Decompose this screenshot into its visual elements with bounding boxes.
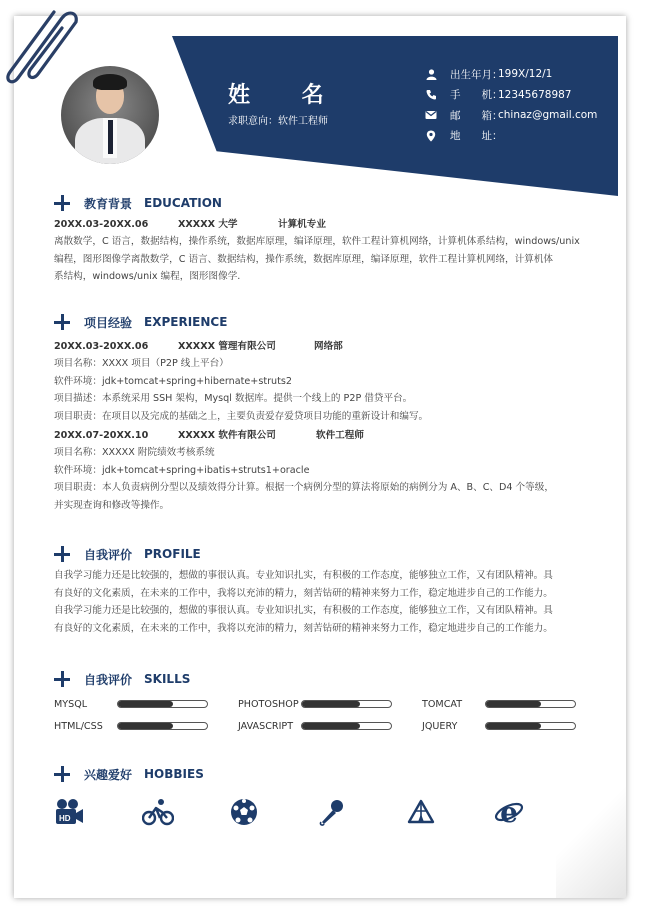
course-line: 系结构，windows/unix 编程，图形图像学. bbox=[54, 271, 241, 282]
plus-icon bbox=[54, 766, 70, 782]
course-line: 离散数学，C 语言，数据结构，操作系统，数据库原理，编译原理，软件工程计算机网络，计算机体系结构，windows/unix bbox=[54, 236, 580, 247]
intent-value: 软件工程师 bbox=[278, 116, 328, 127]
football-icon bbox=[230, 798, 258, 826]
profile-line: 有良好的文化素质，在未来的工作中，我将以充沛的精力，刻苦钻研的精神来努力工作，稳定地进步自己的工作能力。 bbox=[54, 587, 553, 599]
video-camera-icon bbox=[54, 798, 84, 826]
intent-label: 求职意向： bbox=[228, 116, 278, 127]
skill-bar bbox=[301, 700, 392, 708]
svg-text:e: e bbox=[500, 798, 518, 826]
mail-icon bbox=[424, 108, 438, 122]
education-row: 20XX.03-20XX.06 XXXXX 大学 计算机专业 bbox=[54, 219, 326, 230]
job-row: 20XX.03-20XX.06 XXXXX 管理有限公司 网络部 bbox=[54, 341, 343, 352]
person-icon bbox=[424, 67, 438, 81]
profile-line: 有良好的文化素质，在未来的工作中，我将以充沛的精力，刻苦钻研的精神来努力工作，稳定地进步自己的工作能力。 bbox=[54, 622, 553, 634]
skill-item: MYSQL bbox=[54, 696, 238, 712]
profile-line: 自我学习能力还是比较强的，想做的事很认真。专业知识扎实，有积极的工作态度，能够独立工作，又有团队精神。具 bbox=[54, 605, 553, 616]
plus-icon bbox=[54, 195, 70, 211]
skill-bar bbox=[117, 722, 208, 730]
course-line: 编程，图形图像学离散数学，C 语言、数据结构，操作系统，数据库原理，编译原理，软件工程计算机网络，计算机体 bbox=[54, 253, 554, 265]
skill-item: JQUERY bbox=[422, 718, 582, 734]
skill-bar bbox=[485, 722, 576, 730]
plus-icon bbox=[54, 314, 70, 330]
contact-address: 地 址： bbox=[424, 126, 597, 147]
skill-item: TOMCAT bbox=[422, 696, 582, 712]
skill-item: HTML/CSS bbox=[54, 718, 238, 734]
job-line: 项目职责：在项目以及完成的基础之上，主要负责爱存爱贷项目功能的重新设计和编写。 bbox=[54, 410, 429, 422]
skill-bar bbox=[485, 700, 576, 708]
section-header: 兴趣爱好 HOBBIES bbox=[54, 764, 582, 784]
plus-icon bbox=[54, 546, 70, 562]
skills-section bbox=[54, 669, 582, 734]
section-header: 自我评价 SKILLS bbox=[54, 669, 582, 689]
skill-item: PHOTOSHOP bbox=[238, 696, 422, 712]
skill-bar bbox=[117, 700, 208, 708]
profile-section bbox=[54, 544, 553, 637]
job-line: 项目名称：XXXXX 附院绩效考核系统 bbox=[54, 447, 215, 458]
job-line: 软件环境：jdk+tomcat+spring+hibernate+struts2 bbox=[54, 375, 292, 387]
cycling-icon bbox=[142, 798, 174, 826]
plus-icon bbox=[54, 671, 70, 687]
job-intent bbox=[228, 112, 328, 127]
job-line: 并实现查询和修改等操作。 bbox=[54, 499, 170, 511]
resume-page bbox=[14, 16, 626, 898]
contact-birth: 出生年月： 199X/12/1 bbox=[424, 64, 597, 85]
job-line: 项目名称：XXXX 项目（P2P 线上平台） bbox=[54, 358, 229, 369]
experience-section bbox=[54, 312, 554, 514]
contact-mail: 邮 箱： chinaz@gmail.com bbox=[424, 105, 597, 126]
education-section bbox=[54, 193, 580, 286]
job-line: 项目描述：本系统采用 SSH 架构，Mysql 数据库。提供一个线上的 P2P 借贷平台。 bbox=[54, 393, 413, 404]
phone-icon bbox=[424, 88, 438, 102]
contact-info bbox=[424, 64, 597, 146]
contact-phone: 手 机： 12345678987 bbox=[424, 85, 597, 106]
skill-item: JAVASCRIPT bbox=[238, 718, 422, 734]
job-row: 20XX.07-20XX.10 XXXXX 软件有限公司 软件工程师 bbox=[54, 430, 364, 441]
candidate-name: 姓 名 bbox=[228, 83, 346, 108]
paperclip-icon bbox=[4, 0, 84, 90]
tent-icon bbox=[406, 798, 436, 826]
job-line: 软件环境：jdk+tomcat+spring+ibatis+struts1+oracle bbox=[54, 464, 310, 476]
page-curl bbox=[556, 778, 626, 898]
skills-grid bbox=[54, 696, 582, 734]
location-icon bbox=[424, 129, 438, 143]
skill-bar bbox=[301, 722, 392, 730]
profile-line: 自我学习能力还是比较强的，想做的事很认真。专业知识扎实，有积极的工作态度，能够独立工作，又有团队精神。具 bbox=[54, 570, 553, 581]
ie-browser-icon bbox=[494, 798, 524, 826]
microphone-icon bbox=[318, 798, 346, 826]
hobbies-section bbox=[54, 764, 582, 826]
section-header: 项目经验 EXPERIENCE bbox=[54, 312, 554, 332]
job-line: 项目职责：本人负责病例分型以及绩效得分计算。根据一个病例分型的算法将原始的病例分为 A、B、C、D4 个等级， bbox=[54, 482, 554, 493]
section-header: 教育背景 EDUCATION bbox=[54, 193, 580, 213]
svg-text:HD: HD bbox=[59, 814, 71, 823]
section-header: 自我评价 PROFILE bbox=[54, 544, 553, 564]
hobbies-row bbox=[54, 798, 582, 826]
